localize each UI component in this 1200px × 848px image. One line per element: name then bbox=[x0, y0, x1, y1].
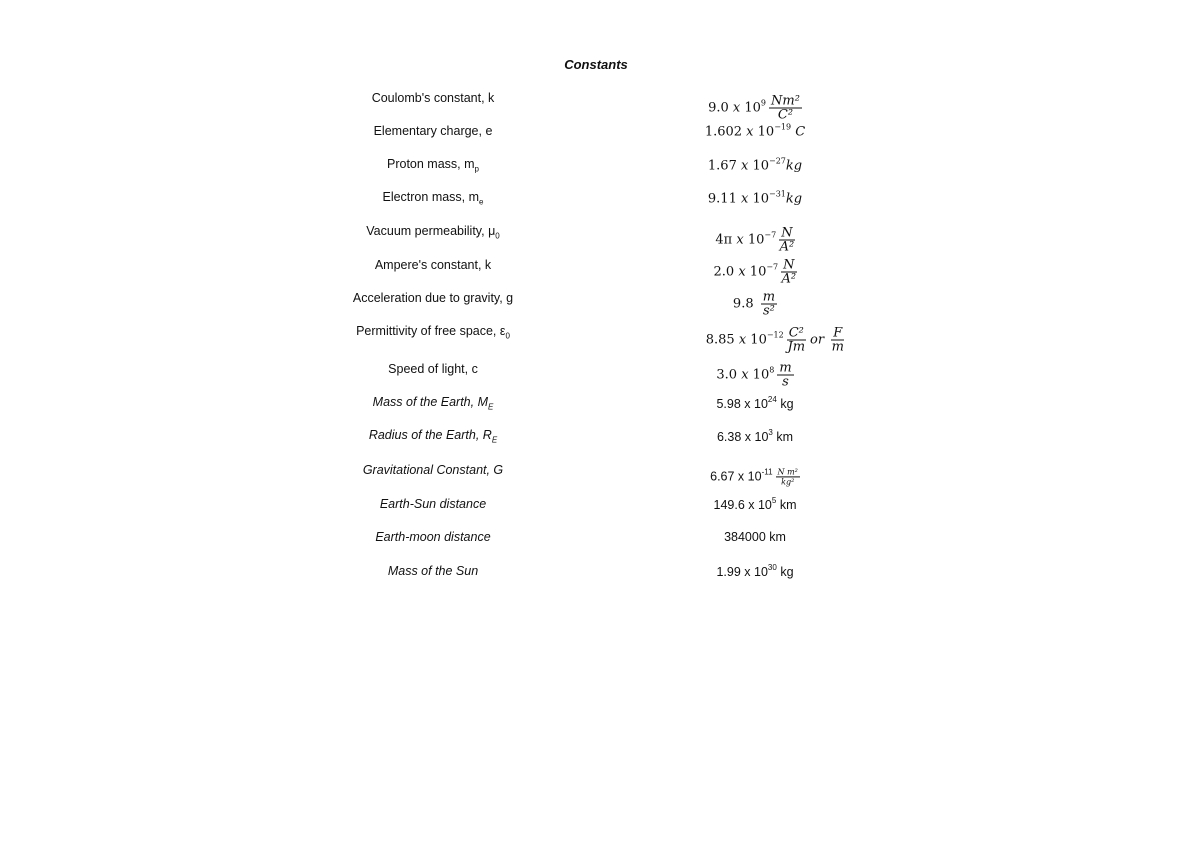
constant-label bbox=[300, 157, 566, 174]
value-part: kg² bbox=[781, 477, 795, 487]
value-part: kg bbox=[780, 397, 794, 411]
constant-label: Gravitational Constant, G bbox=[362, 463, 504, 477]
value-part: 384000 bbox=[724, 530, 766, 544]
value-part: Jm bbox=[787, 339, 806, 355]
constant-value bbox=[640, 530, 870, 544]
value-part: km bbox=[776, 430, 794, 444]
mantissa: 9.0 bbox=[708, 100, 729, 116]
value-part: -11 bbox=[761, 467, 773, 477]
value-part: 10 bbox=[749, 264, 767, 280]
constant-label: Earth-Sun distance bbox=[379, 497, 487, 511]
constant-value bbox=[640, 467, 870, 486]
value-part: N bbox=[783, 257, 795, 273]
unit-fraction bbox=[781, 259, 796, 286]
constant-value bbox=[660, 327, 890, 354]
constant-value bbox=[640, 190, 870, 207]
constant-label: Earth-moon distance bbox=[375, 530, 491, 544]
value-part: 4π bbox=[715, 232, 733, 248]
constant-value bbox=[640, 95, 870, 122]
value-part: m bbox=[831, 339, 844, 355]
constant-label: Mass of the Sun bbox=[387, 564, 479, 578]
value-part: A² bbox=[779, 239, 795, 255]
value-part: 10 bbox=[752, 191, 770, 207]
value-part: x bbox=[741, 367, 749, 383]
value-part: 1.67 bbox=[707, 158, 737, 174]
value-part: 3.0 bbox=[716, 367, 738, 383]
value-part: 0 bbox=[505, 331, 510, 341]
value-part: −7 bbox=[766, 262, 779, 272]
times: x bbox=[732, 100, 741, 116]
constant-value bbox=[640, 362, 870, 389]
value-part: m bbox=[762, 289, 776, 305]
value-part: Proton mass, m bbox=[387, 156, 475, 171]
constant-label bbox=[300, 324, 566, 341]
page-title: Constants bbox=[564, 57, 628, 72]
unit-fraction bbox=[769, 95, 802, 122]
constant-value bbox=[640, 291, 870, 318]
value-part: 1.99 x 10 bbox=[716, 565, 768, 579]
value-part: km bbox=[769, 530, 786, 544]
constant-value bbox=[640, 227, 870, 254]
value-part: E bbox=[487, 402, 494, 412]
constant-label bbox=[300, 224, 566, 241]
value-part: 10 bbox=[747, 232, 765, 248]
value-part: x bbox=[740, 191, 749, 207]
value-part: kg bbox=[780, 565, 794, 579]
value-part: A² bbox=[781, 271, 797, 287]
value-part: 10 bbox=[750, 332, 767, 348]
constant-value bbox=[640, 157, 870, 174]
value-part: s bbox=[782, 374, 789, 390]
value-part: −19 bbox=[774, 122, 792, 132]
value-part: N m² bbox=[777, 467, 798, 477]
constant-label: Elementary charge, e bbox=[373, 124, 493, 138]
value-part: 10 bbox=[752, 367, 770, 383]
value-part: C² bbox=[777, 107, 794, 123]
unit-fraction bbox=[776, 468, 800, 487]
constant-label: Coulomb's constant, k bbox=[371, 91, 495, 105]
constant-value bbox=[640, 428, 870, 444]
value-part: N bbox=[781, 225, 793, 241]
value-part: E bbox=[491, 435, 498, 445]
value-part: p bbox=[474, 164, 479, 174]
value-part: s² bbox=[762, 303, 775, 319]
value-part: 10 bbox=[752, 158, 770, 174]
value-part: Vacuum permeability, μ bbox=[366, 223, 496, 238]
constant-label bbox=[300, 395, 566, 412]
value-part: x bbox=[738, 332, 747, 348]
value-part: or bbox=[810, 332, 825, 348]
exponent: 9 bbox=[760, 98, 767, 108]
value-part: e bbox=[479, 197, 484, 207]
value-part: x bbox=[746, 124, 754, 140]
value-part: 5.98 x 10 bbox=[716, 397, 768, 411]
constant-label bbox=[300, 428, 566, 445]
value-part: kg bbox=[785, 158, 803, 174]
value-part: Radius of the Earth, R bbox=[368, 427, 492, 442]
value-part: 8.85 bbox=[705, 332, 735, 348]
value-part: 8 bbox=[769, 365, 775, 375]
value-part: −27 bbox=[769, 156, 786, 166]
constant-value bbox=[640, 563, 870, 579]
value-part: 10 bbox=[757, 124, 775, 140]
value-part: kg bbox=[785, 191, 803, 207]
unit-fraction bbox=[787, 327, 806, 354]
value-part: 3 bbox=[768, 428, 773, 437]
constant-label bbox=[300, 190, 566, 207]
constant-label: Ampere's constant, k bbox=[374, 258, 492, 272]
value-part: 30 bbox=[767, 563, 777, 572]
value-part: 6.67 x 10 bbox=[710, 469, 762, 484]
value-part: x bbox=[736, 232, 744, 248]
value-part: 24 bbox=[767, 395, 777, 404]
constant-label: Acceleration due to gravity, g bbox=[352, 291, 514, 305]
unit-fraction bbox=[831, 327, 844, 354]
constant-value bbox=[640, 259, 870, 286]
value-part: Nm² bbox=[771, 93, 800, 109]
value-part: C bbox=[795, 124, 806, 140]
value-part: 9.8 bbox=[732, 296, 754, 312]
constant-value bbox=[640, 496, 870, 512]
value-part: 1.602 bbox=[704, 124, 743, 140]
value-part: Mass of the Earth, M bbox=[372, 394, 488, 409]
constant-value bbox=[640, 395, 870, 411]
value-part: 6.38 x 10 bbox=[716, 430, 769, 444]
value-part: 2.0 bbox=[713, 264, 735, 280]
value-part: Electron mass, m bbox=[382, 189, 480, 204]
constant-label: Speed of light, c bbox=[388, 362, 478, 376]
unit-fraction bbox=[779, 227, 794, 254]
value-part: −31 bbox=[769, 189, 786, 199]
base: 10 bbox=[744, 100, 761, 116]
value-part: km bbox=[779, 498, 797, 512]
value-part: −12 bbox=[766, 330, 784, 340]
value-part: C² bbox=[788, 325, 804, 341]
value-part: −7 bbox=[764, 230, 777, 240]
value-part: x bbox=[740, 158, 749, 174]
value-part: Permittivity of free space, ε bbox=[356, 323, 506, 338]
value-part: 9.11 bbox=[707, 191, 737, 207]
value-part: x bbox=[738, 264, 746, 280]
unit-fraction bbox=[761, 291, 777, 318]
value-part: 149.6 x 10 bbox=[713, 498, 772, 512]
value-part: F bbox=[833, 325, 843, 341]
value-part: 5 bbox=[771, 496, 777, 505]
constant-value bbox=[640, 123, 870, 140]
value-part: m bbox=[779, 360, 792, 376]
unit-fraction bbox=[777, 362, 793, 389]
value-part: 0 bbox=[495, 231, 500, 241]
